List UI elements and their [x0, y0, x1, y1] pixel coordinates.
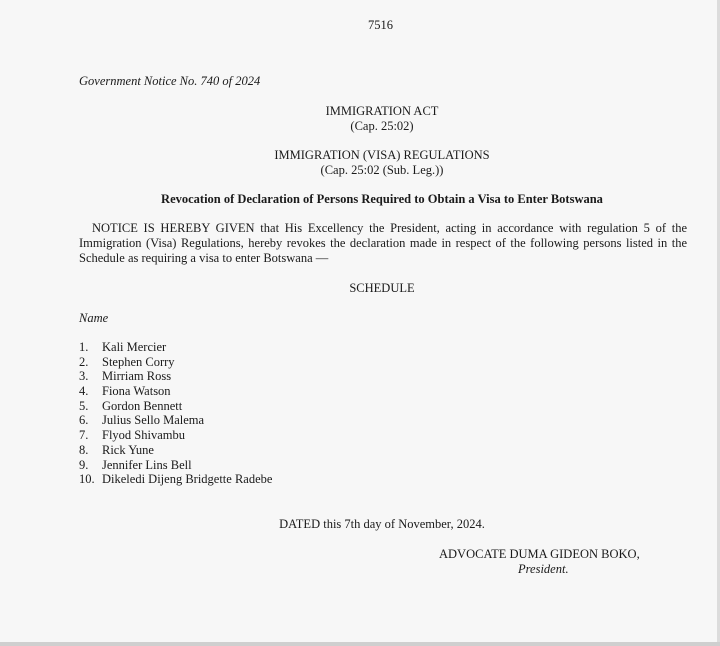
list-item-number: 10.	[79, 472, 95, 487]
list-item	[79, 443, 272, 458]
list-item-name: Julius Sello Malema	[102, 413, 205, 428]
notice-heading: Revocation of Declaration of Persons Required to Obtain a Visa to Enter Botswana	[161, 192, 603, 206]
signatory-name: ADVOCATE DUMA GIDEON BOKO,	[439, 547, 640, 561]
list-item-name: Fiona Watson	[102, 384, 171, 399]
list-item	[79, 384, 272, 399]
list-item-number: 9.	[79, 457, 89, 472]
schedule-title: SCHEDULE	[349, 281, 415, 295]
list-item-number: 3.	[79, 369, 89, 384]
regulations-cap: (Cap. 25:02 (Sub. Leg.))	[320, 163, 444, 177]
act-title: IMMIGRATION ACT	[325, 104, 439, 118]
scan-edge-bottom	[0, 642, 720, 646]
list-item	[79, 369, 272, 384]
page-number: 7516	[368, 18, 393, 32]
list-item-name: Stephen Corry	[102, 354, 175, 369]
list-item-name: Rick Yune	[102, 442, 154, 457]
list-item-name: Dikeledi Dijeng Bridgette Radebe	[102, 472, 273, 487]
list-item	[79, 399, 272, 414]
regulations-title: IMMIGRATION (VISA) REGULATIONS	[274, 148, 490, 162]
list-item	[79, 413, 272, 428]
list-item-number: 7.	[79, 428, 89, 443]
list-item	[79, 340, 272, 355]
list-item-name: Mirriam Ross	[102, 369, 172, 384]
signatory-title: President.	[518, 562, 569, 576]
dated-line: DATED this 7th day of November, 2024.	[279, 517, 485, 531]
list-item-number: 4.	[79, 384, 89, 399]
list-item-number: 2.	[79, 354, 89, 369]
list-item-number: 1.	[79, 340, 89, 354]
notice-paragraph: NOTICE IS HEREBY GIVEN that His Excellency the President, acting in accordance with regulation 5 of the Immigration (Visa) Regulations, hereby revokes the declaration made in respect of the following persons listed in the Schedule as requiring a visa to enter Botswana —	[79, 221, 687, 265]
list-item-name: Flyod Shivambu	[102, 428, 185, 443]
act-cap: (Cap. 25:02)	[350, 119, 414, 133]
list-item	[79, 355, 272, 370]
list-item-name: Gordon Bennett	[102, 398, 183, 413]
list-item-number: 8.	[79, 442, 89, 457]
persons-list	[79, 340, 272, 487]
list-item-number: 6.	[79, 413, 89, 428]
list-item-name: Jennifer Lins Bell	[102, 457, 192, 472]
notice-number: Government Notice No. 740 of 2024	[79, 74, 261, 88]
list-item	[79, 428, 272, 443]
list-item	[79, 472, 272, 487]
list-item-number: 5.	[79, 398, 89, 413]
name-column-label: Name	[79, 311, 109, 325]
list-item	[79, 458, 272, 473]
list-item-name: Kali Mercier	[102, 340, 167, 354]
